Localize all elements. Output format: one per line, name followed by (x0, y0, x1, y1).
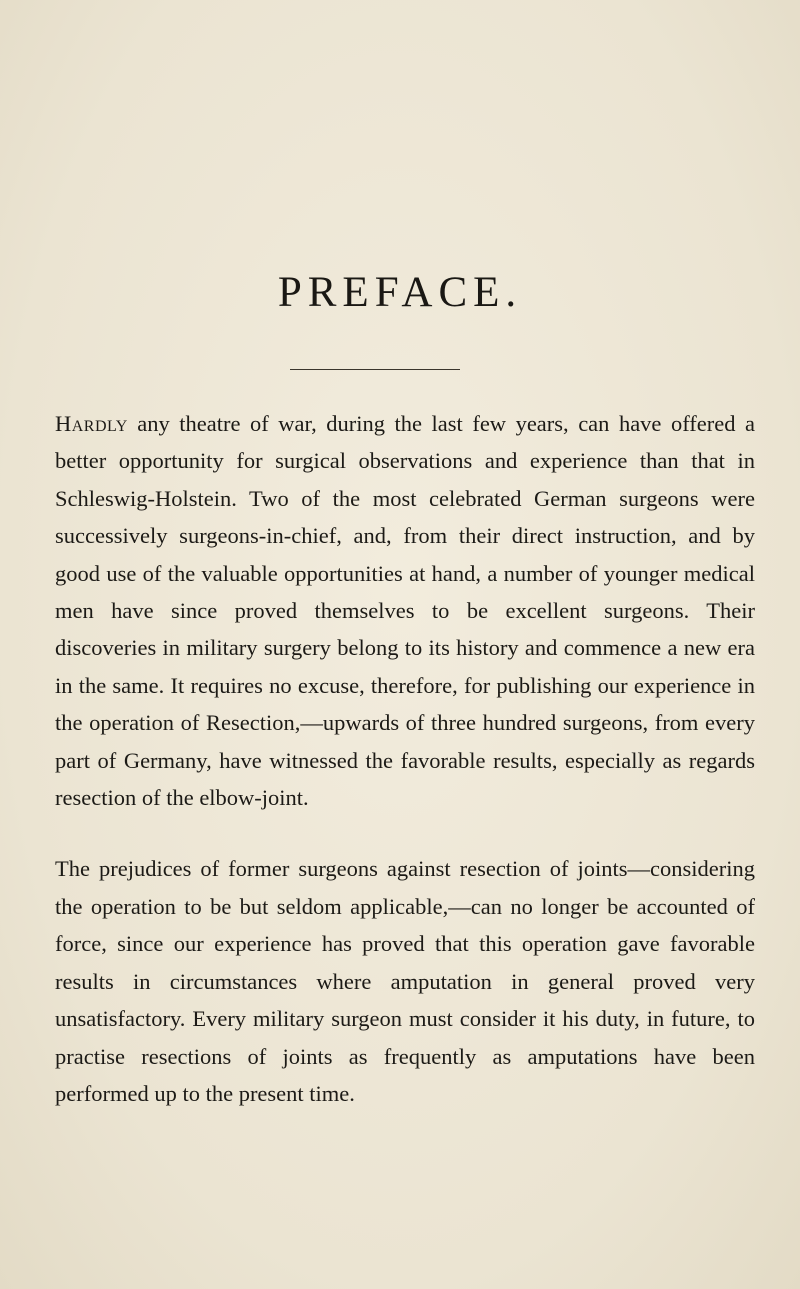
preface-body (55, 405, 755, 1112)
paragraph-text: any theatre of war, during the last few years, can have offered a better opportunity for surgical observations and experience than that in Schleswig-Holstein. Two of the most celebrated German surgeons were successively surgeons-in-chief, and, from their direct instruction, and by good use of the valuable opportunities at hand, a number of younger medical men have since proved themselves to be excellent surgeons. Their discoveries in military surgery belong to its history and commence a new era in the same. It requires no excuse, therefore, for publishing our experience in the operation of Resection,—upwards of three hundred surgeons, from every part of Germany, have witnessed the favorable results, especially as regards resection of the elbow-joint. (55, 411, 755, 811)
paragraph-lead-word: Hardly (55, 411, 128, 436)
paragraph-2 (55, 850, 755, 1112)
paragraph-text: The prejudices of former surgeons against resection of joints—considering the operation to be but seldom applicable,—can no longer be accounted of force, since our experience has proved that this operation gave favorable results in circumstances where amputation in general proved very unsatisfactory. Every military surgeon must consider it his duty, in future, to practise resections of joints as frequently as amputations have been performed up to the present time. (55, 856, 755, 1106)
page-title: PREFACE. (277, 269, 523, 316)
title-rule (290, 369, 460, 370)
paragraph-1 (55, 405, 755, 816)
